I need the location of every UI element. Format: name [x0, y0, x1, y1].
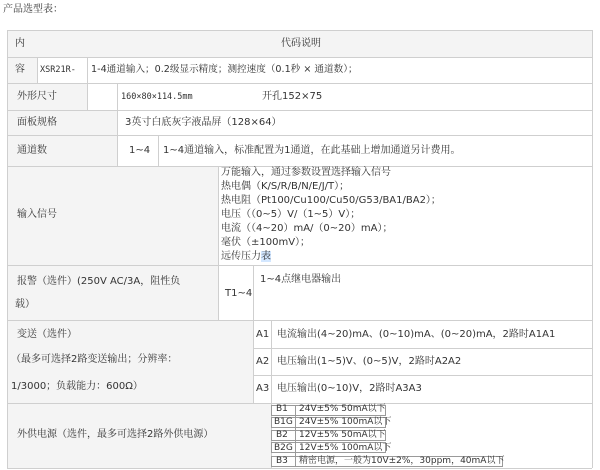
size-cutout: 开孔152×75 [262, 91, 323, 102]
power-option-code: B1G [274, 417, 293, 427]
transmit-option-code: A3 [256, 383, 270, 394]
power-option-code: B2 [276, 430, 288, 440]
header-title: 代码说明 [281, 38, 321, 49]
power-option-value: 精密电源，一般为10V±2%，30ppm，40mA以下 [299, 456, 505, 466]
page-heading: 产品选型表： [3, 4, 63, 15]
input-remote-line [221, 252, 271, 262]
alarm-label-line1: 报警（选件）(250V AC/3A，阻性负 [17, 276, 181, 287]
header-col1-char: 内 [15, 38, 25, 49]
input-line: 毫伏（±100mV）； [221, 237, 311, 248]
transmit-label-line: 变送（选件） [17, 329, 77, 340]
size-dimensions: 160×80×114.5mm [121, 92, 193, 102]
transmit-option-value: 电压输出(0~10)V，2路时A3A3 [277, 383, 422, 394]
channels-label: 通道数 [17, 145, 47, 156]
power-option-value: 12V±5% 100mA以下 [299, 443, 392, 453]
power-option-code: B3 [276, 456, 288, 466]
model-description: 1-4通道输入；0.2级显示精度；测控速度（0.1秒 × 通道数）； [91, 64, 358, 75]
transmit-option-code: A2 [256, 356, 270, 367]
size-label: 外形尺寸 [17, 91, 57, 102]
alarm-label-bg [7, 265, 218, 320]
power-option-code: B1 [276, 404, 288, 414]
input-line: 电压（（0~5）V/（1~5）V）； [221, 209, 361, 220]
panel-value: 3英寸白底灰字液晶屏（128×64） [125, 117, 282, 128]
transmit-label-line: 1/3000；负载能力：600Ω） [11, 381, 143, 392]
input-line: 万能输入，通过参数设置选择输入信号 [221, 167, 391, 178]
power-label: 外供电源（选件，最多可选择2路外供电源） [17, 429, 214, 440]
panel-label: 面板规格 [17, 117, 57, 128]
alarm-label-line2: 载） [15, 299, 35, 310]
content-col1-char: 容 [15, 64, 25, 75]
input-line: 热电阻（Pt100/Cu100/Cu50/G53/BA1/BA2）； [221, 195, 441, 206]
power-option-value: 12V±5% 50mA以下 [299, 430, 386, 440]
transmit-option-value: 电压输出(1~5)V、(0~5)V，2路时A2A2 [277, 356, 462, 367]
transmit-option-code: A1 [256, 329, 270, 340]
input-remote-prefix: 远传压力 [221, 251, 261, 262]
model-code: XSR21R- [40, 65, 76, 75]
input-remote-highlight: 表 [261, 251, 271, 262]
channels-value: 1~4通道输入，标准配置为1通道，在此基础上增加通道另计费用。 [163, 145, 461, 156]
input-label: 输入信号 [17, 209, 57, 220]
power-option-value: 24V±5% 100mA以下 [299, 417, 392, 427]
input-line: 电流（（4~20）mA/（0~20）mA）； [221, 223, 393, 234]
alarm-value: 1~4点继电器输出 [260, 274, 342, 285]
transmit-label-line: （最多可选择2路变送输出；分辨率： [11, 354, 178, 365]
input-line: 热电偶（K/S/R/B/N/E/J/T）； [221, 181, 350, 192]
power-option-code: B2G [274, 443, 293, 453]
alarm-code: T1~4 [225, 288, 253, 299]
transmit-option-value: 电流输出(4~20)mA、(0~10)mA、(0~20)mA，2路时A1A1 [277, 329, 556, 340]
power-option-value: 24V±5% 50mA以下 [299, 404, 386, 414]
channels-code: 1~4 [129, 145, 151, 156]
